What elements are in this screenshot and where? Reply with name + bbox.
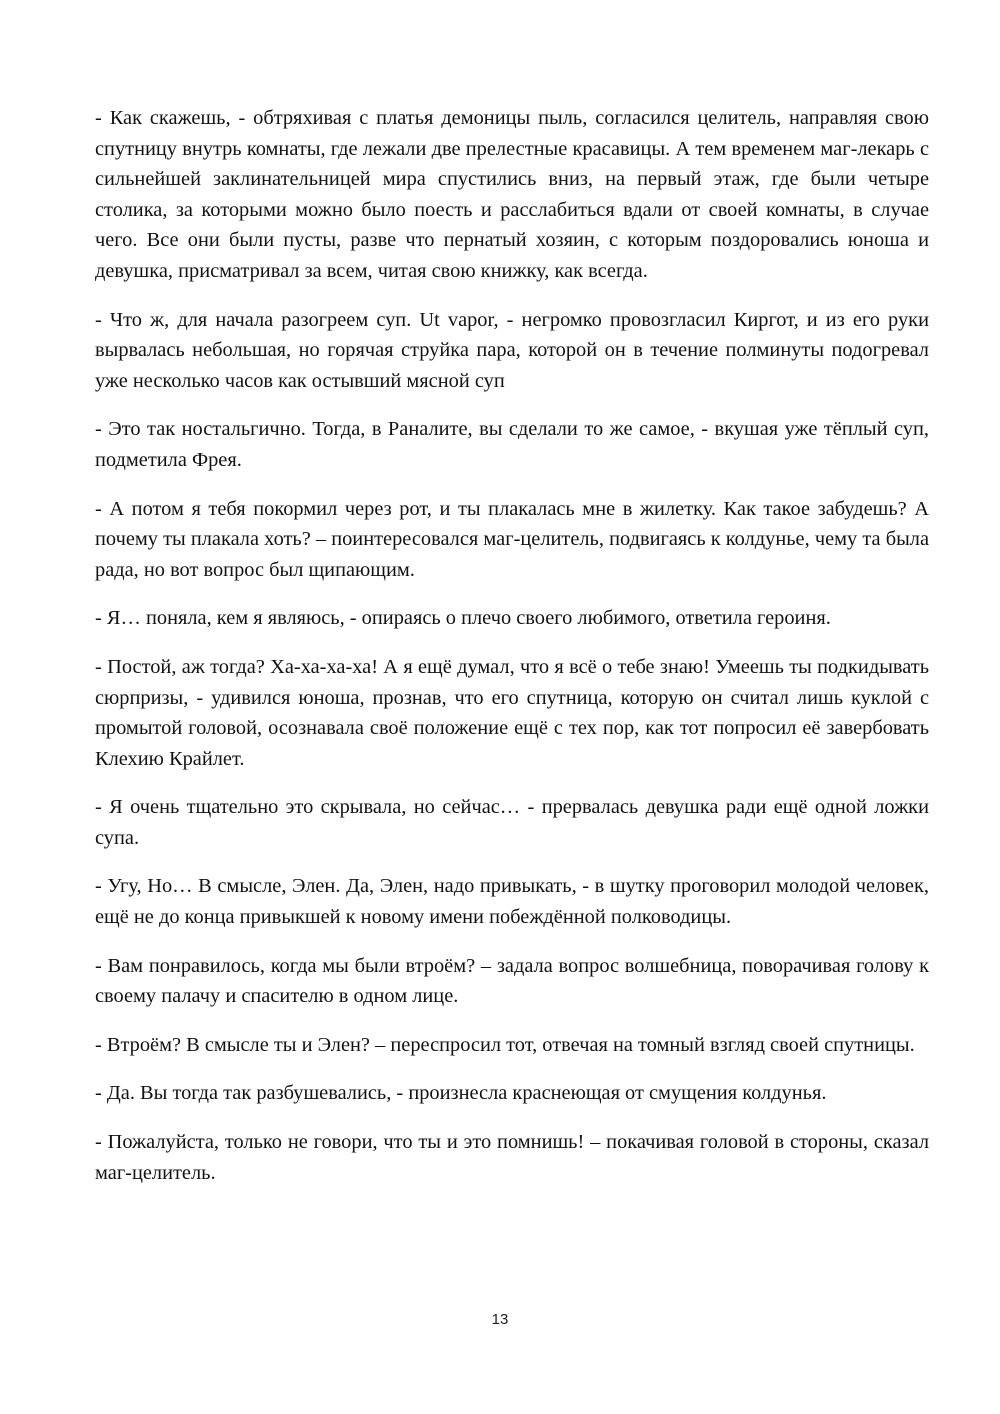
paragraph: - Постой, аж тогда? Ха-ха-ха-ха! А я ещё думал, что я всё о тебе знаю! Умеешь ты подкидывать сюрпризы, - удивился юноша, прознав, что его спутница, которую он считал лишь куклой с промытой головой, осознавала своё положение ещё с тех пор, как тот попросил её завербовать Клехию Крайлет.	[95, 655, 929, 770]
paragraph: - Что ж, для начала разогреем суп. Ut vapor, - негромко провозгласил Киргот, и из его руки вырвалась небольшая, но горячая струйка пара, которой он в течение полминуты подогревал уже несколько часов как остывший мясной суп	[95, 308, 929, 392]
paragraph: - Вам понравилось, когда мы были втроём? – задала вопрос волшебница, поворачивая голову к своему палачу и спасителю в одном лице.	[95, 954, 929, 1008]
paragraph: - Я… поняла, кем я являюсь, - опираясь о плечо своего любимого, ответила героиня.	[95, 607, 831, 630]
paragraph: - Как скажешь, - обтряхивая с платья демоницы пыль, согласился целитель, направляя свою спутницу внутрь комнаты, где лежали две прелестные красавицы. А тем временем маг-лекарь с сильнейшей заклинательницей мира спустились вниз, на первый этаж, где были четыре столика, за которыми можно было поесть и расслабиться вдали от своей комнаты, в случае чего. Все они были пусты, разве что пернатый хозяин, с которым поздоровались юноша и девушка, присматривал за всем, читая свою книжку, как всегда.	[95, 107, 929, 282]
paragraph: - Я очень тщательно это скрывала, но сейчас… - прервалась девушка ради ещё одной ложки супа.	[95, 796, 929, 849]
paragraph: - Да. Вы тогда так разбушевались, - произнесла краснеющая от смущения колдунья.	[95, 1082, 827, 1105]
paragraph: - Угу, Но… В смысле, Элен. Да, Элен, надо привыкать, - в шутку проговорил молодой человек, ещё не до конца привыкшей к новому имени побеждённой полководицы.	[95, 875, 929, 929]
page-number: 13	[491, 1311, 509, 1328]
page-body	[95, 103, 929, 1206]
paragraph: - Это так ностальгично. Тогда, в Раналите, вы сделали то же самое, - вкушая уже тёплый суп, подметила Фрея.	[95, 418, 929, 471]
paragraph: - Втроём? В смысле ты и Элен? – переспросил тот, отвечая на томный взгляд своей спутницы.	[95, 1033, 915, 1056]
paragraph: - А потом я тебя покормил через рот, и ты плакалась мне в жилетку. Как такое забудешь? А почему ты плакала хоть? – поинтересовался маг-целитель, подвигаясь к колдунье, чему та была рада, но вот вопрос был щипающим.	[95, 497, 929, 581]
paragraph: - Пожалуйста, только не говори, что ты и это помнишь! – покачивая головой в стороны, сказал маг-целитель.	[95, 1131, 929, 1184]
